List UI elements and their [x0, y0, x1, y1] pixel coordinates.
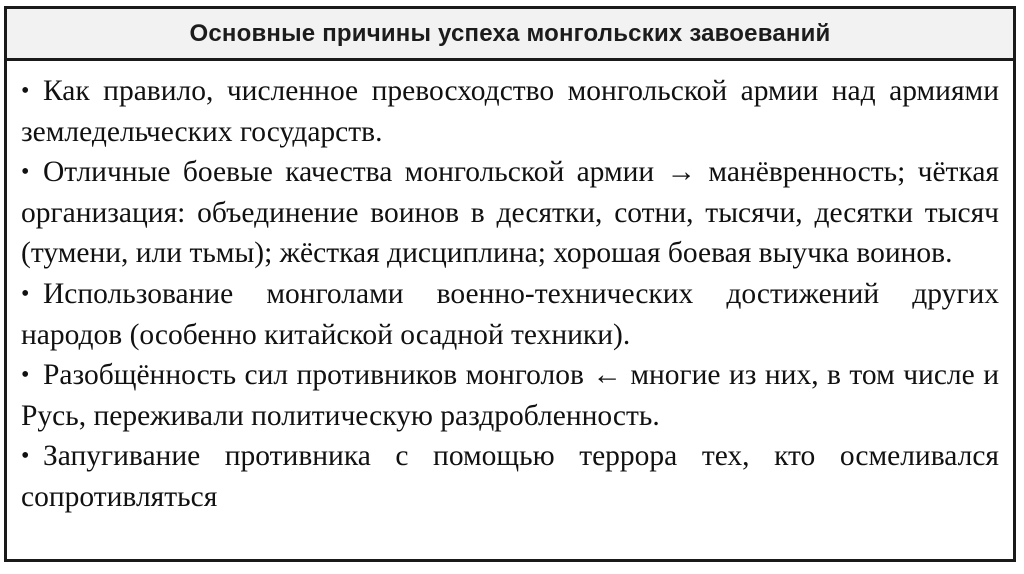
list-item-text: Запугивание противника с помощью террора тех, кто осмеливался сопротивляться	[21, 440, 999, 513]
bullet-icon: •	[21, 443, 30, 470]
bullet-icon: •	[21, 280, 30, 307]
bullet-icon: •	[21, 159, 30, 186]
list-item-text: Разобщённость сил противников монголов ← многие из них, в том числе и Русь, переживали политическую раздробленность.	[21, 359, 999, 432]
list-item-text: Отличные боевые качества монгольской армии → манёвренность; чёткая организация: объединение воинов в десятки, сотни, тысячи, десятки тысяч (тумени, или тьмы); жёсткая дисциплина; хорошая боевая выучка воинов.	[21, 156, 999, 270]
list-item	[21, 152, 999, 274]
table-title: Основные причины успеха монгольских завоеваний	[189, 19, 831, 47]
list-item	[21, 274, 999, 355]
table-body	[7, 61, 1013, 518]
bullet-icon: •	[21, 362, 30, 389]
list-item-text: Использование монголами военно-технических достижений других народов (особенно китайской осадной техники).	[21, 277, 999, 351]
list-item	[21, 436, 999, 517]
reasons-table	[4, 6, 1016, 562]
list-item	[21, 71, 999, 152]
table-header	[7, 9, 1013, 61]
bullet-icon: •	[21, 78, 30, 104]
list-item-text: Как правило, численное превосходство монгольской армии над армиями земледельческих государств.	[21, 75, 999, 148]
list-item	[21, 355, 999, 436]
